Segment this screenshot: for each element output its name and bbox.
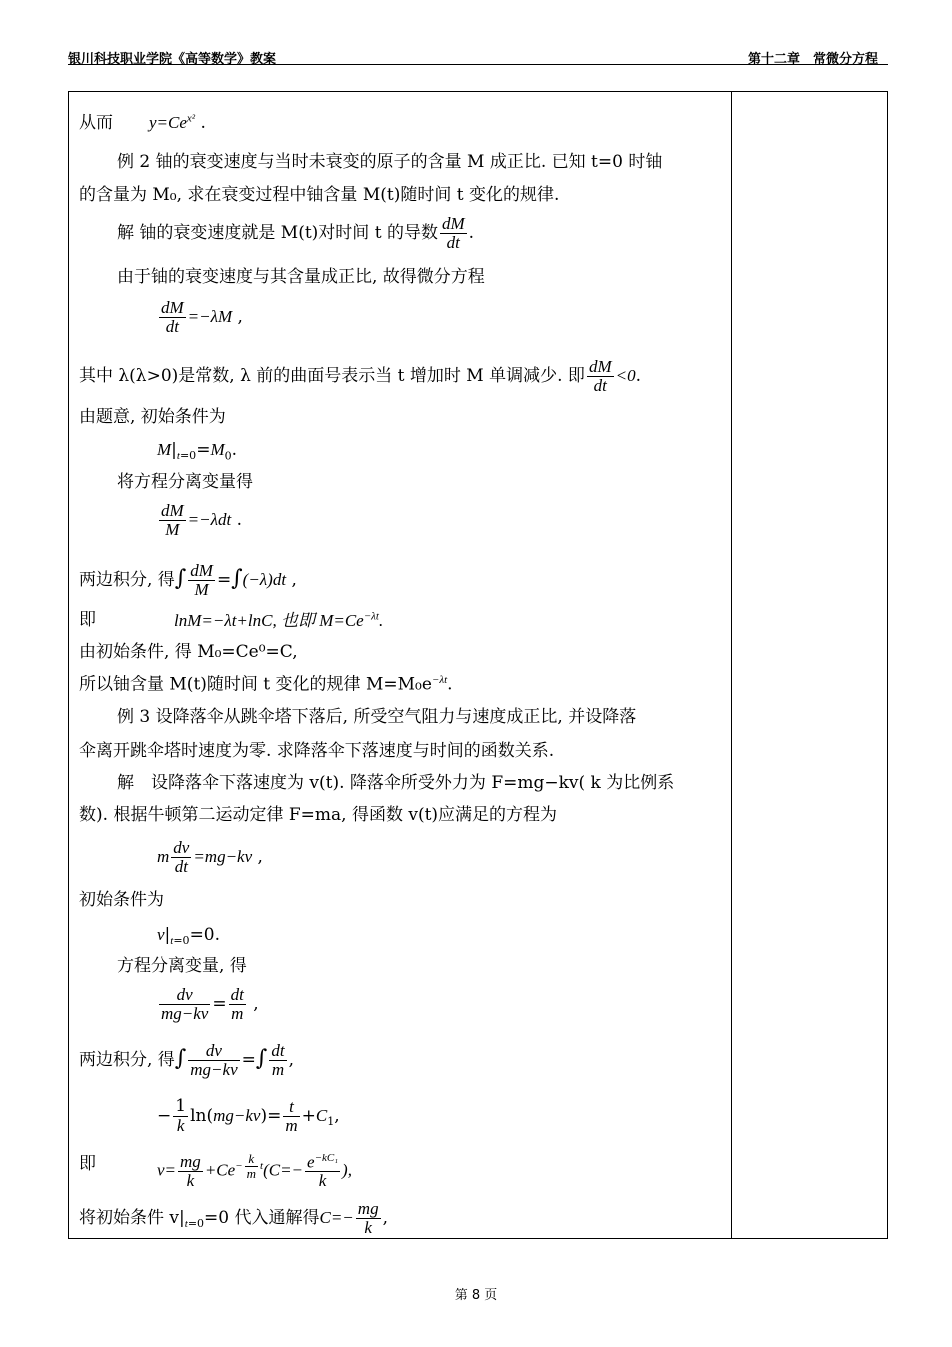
solution3-general [79,1151,352,1191]
lesson-table [68,91,888,1239]
newton-formula: m $\frac{dv}{dt}$ =mg−kv , [157,838,263,876]
law-text: 所以铀含量 M(t)随时间 t 变化的规律 M=M₀e [79,674,432,695]
separate-formula: $\frac{dM}{M}$ =−λdt . [161,501,243,539]
final-text: 将初始条件 v| [79,1207,185,1228]
initial-cond-label: 由题意, 初始条件为 [79,407,226,427]
separate-label: 将方程分离变量得 [117,472,253,492]
initial-cond3-formula: $v|_{t=0}=0$. [157,925,221,948]
header-title: 银川科技职业学院《高等数学》教案 [68,52,277,67]
separate3-label: 方程分离变量, 得 [117,956,247,976]
initial-cond3-label: 初始条件为 [79,890,164,910]
initial-cond-formula: $M|_{t=0}=M_0$. [157,440,238,463]
log-line: 即 lnM=−λt+lnC, 也即 $M=Ce^{-\lambda t}$. [79,610,384,630]
solution-text: 解 铀的衰变速度就是 M(t)对时间 t 的导数 [117,222,438,243]
text-thus: 从而 [79,113,113,133]
log3-formula: − $\frac{1}{k}$ ln(mg−kv)= $\frac{t}{m}$ $+C_1$, [157,1096,340,1135]
lambda-text: 其中 λ(λ>0)是常数, λ 前的曲面号表示当 t 增加时 M 单调减少. 即 [79,365,585,386]
solution-line: 解 铀的衰变速度就是 M(t)对时间 t 的导数 $\frac{dM}{dt}$ . [117,214,475,252]
general-formula: v= $\frac{mg}{k}$ $+Ce^{- \frac{k}{m} t}(C=-$ $\frac{e^{-kC_1}}{k}$ ), [157,1151,352,1191]
formula-y: $y=Ce^{x^2}$ [149,112,196,132]
log-label: 即 [79,610,96,630]
log-formula: lnM=−λt+lnC, 也即 M=Ce [174,611,364,630]
example3-line1: 例 3 设降落伞从跳伞塔下落后, 所受空气阻力与速度成正比, 并设降落 [117,707,637,727]
final-line: 将初始条件 $v|_{t=0}=0$ 代入通解得C=− $\frac{mg}{k}$ , [79,1199,388,1237]
integrate-line: 两边积分, 得∫ $\frac{dM}{M}$ =∫(−λ)dt , [79,561,297,599]
integrate3-line: 两边积分, 得∫ $\frac{dv}{mg-kv}$ =∫ $\frac{dt}{m}$ , [79,1041,294,1079]
law-line: 所以铀含量 M(t)随时间 t 变化的规律 $M=M_0e^{-\lambda t}$. [79,674,453,695]
final-text-2: =0 代入通解得 [204,1207,320,1228]
lambda-line: 其中 λ(λ>0)是常数, λ 前的曲面号表示当 t 增加时 M 单调减少. 即 $\frac{dM}{dt}$ <0. [79,357,641,395]
solution3-line1: 解 设降落伞下落速度为 v(t). 降落伞所受外力为 F=mg−kv( k 为比例系 [117,773,675,793]
integrate3-text: 两边积分, 得 [79,1050,175,1070]
separate3-formula: $\frac{dv}{mg-kv}$ = $\frac{dt}{m}$ , [161,985,259,1023]
frac-dM-dt: $\frac{dM}{dt}$ [441,214,465,252]
integrate-text: 两边积分, 得 [79,570,175,590]
line-thus: 从而 $y=Ce^{x^2}$ . [79,112,206,133]
page-number: 第 8 页 [454,1288,498,1303]
notes-column [731,92,732,1238]
frac-dM-dt-2: $\frac{dM}{dt}$ [588,357,612,395]
example2-line2: 的含量为 M₀, 求在衰变过程中铀含量 M(t)随时间 t 变化的规律. [79,185,560,205]
solution3-line2: 数). 根据牛顿第二运动定律 F=ma, 得函数 v(t)应满足的方程为 [79,805,558,825]
header-chapter: 第十二章 常微分方程 [747,52,878,67]
constant-line: 由初始条件, 得 M₀=Ce⁰=C, [79,642,298,662]
solution3-general-label: 即 [79,1154,96,1174]
header-rule [68,64,888,65]
ode-formula: $\frac{dM}{dt}$ =−λM , [161,298,243,336]
example3-line2: 伞离开跳伞塔时速度为零. 求降落伞下落速度与时间的函数关系. [79,741,555,761]
ode-intro: 由于铀的衰变速度与其含量成正比, 故得微分方程 [117,267,485,287]
example2-line1: 例 2 铀的衰变速度与当时未衰变的原子的含量 M 成正比. 已知 t=0 时铀 [117,152,663,172]
